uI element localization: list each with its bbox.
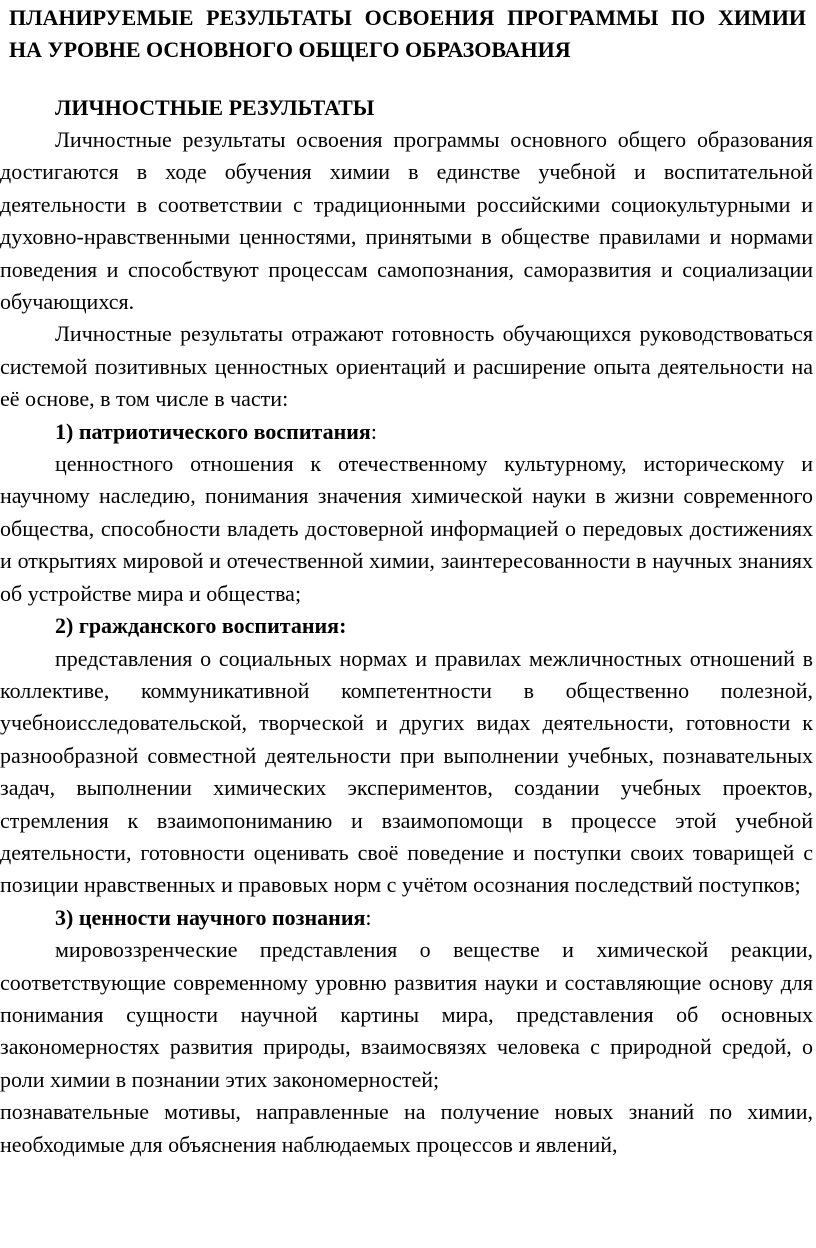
item-heading-suffix: :	[365, 904, 372, 930]
item-heading-patriotic	[0, 416, 816, 448]
item-text-scientific: мировоззренческие представления о веществе и химической реакции, соответствующие современному уровню развития науки и составляющие основу для понимания сущности научной картины мира, представления об основных закономерностях развития природы, взаимосвязях человека с природной средой, о роли химии в познании этих закономерностей;	[0, 937, 813, 1092]
section-heading: ЛИЧНОСТНЫЕ РЕЗУЛЬТАТЫ	[55, 95, 375, 120]
item-heading-text: 1) патриотического воспитания	[55, 418, 371, 444]
item-heading-text: 3) ценности научного познания	[55, 904, 366, 930]
document-title: ПЛАНИРУЕМЫЕ РЕЗУЛЬТАТЫ ОСВОЕНИЯ ПРОГРАММЫ ПО ХИМИИ НА УРОВНЕ ОСНОВНОГО ОБЩЕГО ОБРАЗОВАНИЯ	[9, 5, 806, 62]
item-heading-text: 2) гражданского воспитания:	[55, 613, 347, 639]
item-text-patriotic: ценностного отношения к отечественному культурному, историческому и научному наследию, понимания значения химической науки в жизни современного общества, способности владеть достоверной информацией о передовых достижениях и открытиях мировой и отечественной химии, заинтересованности в научных знаниях об устройстве мира и общества;	[0, 451, 813, 606]
item-heading-civic	[0, 610, 816, 642]
item-text-scientific-2: познавательные мотивы, направленные на получение новых знаний по химии, необходимые для объяснения наблюдаемых процессов и явлений,	[0, 1099, 813, 1157]
item-text-civic: представления о социальных нормах и правилах межличностных отношений в коллективе, коммуникативной компетентности в общественно полезной, учебноисследовательской, творческой и других видах деятельности, готовности к разнообразной совместной деятельности при выполнении учебных, познавательных задач, выполнении химических экспериментов, создании учебных проектов, стремления к взаимопониманию и взаимопомощи в процессе этой учебной деятельности, готовности оценивать своё поведение и поступки своих товарищей с позиции нравственных и правовых норм с учётом осознания последствий поступков;	[0, 645, 813, 898]
intro-paragraph-2: Личностные результаты отражают готовность обучающихся руководствоваться системой позитивных ценностных ориентаций и расширение опыта деятельности на её основе, в том числе в части:	[0, 321, 813, 412]
item-heading-scientific	[0, 902, 816, 934]
item-heading-suffix: :	[370, 418, 377, 444]
intro-paragraph-1: Личностные результаты освоения программы основного общего образования достигаются в ходе обучения химии в единстве учебной и воспитательной деятельности в соответствии с традиционными российскими социокультурными и духовно-нравственными ценностями, принятыми в обществе правилами и нормами поведения и способствуют процессам самопознания, саморазвития и социализации обучающихся.	[0, 127, 813, 315]
